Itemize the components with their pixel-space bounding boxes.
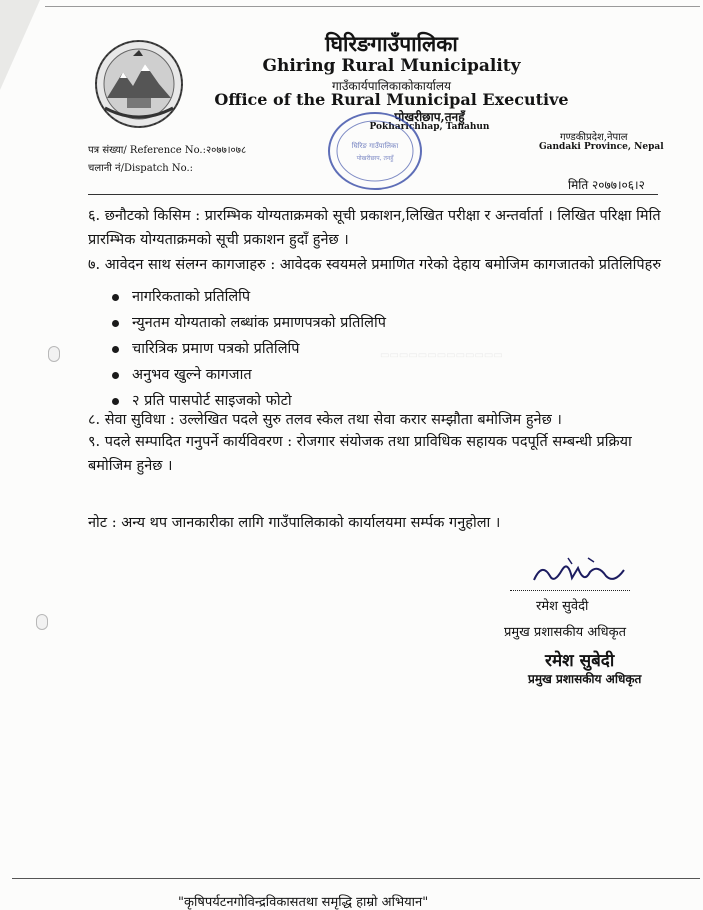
punch-hole — [48, 346, 60, 362]
attachment-item: २ प्रति पासपोर्ट साइजको फोटो — [110, 388, 386, 414]
top-border — [45, 6, 700, 7]
folded-corner — [0, 0, 40, 90]
attachment-item: नागरिकताको प्रतिलिपि — [110, 284, 386, 310]
province-nepali: गण्डकीप्रदेश,नेपाल — [560, 132, 628, 143]
location-english: Pokharichhap, Tanahun — [369, 122, 490, 132]
municipality-name-nepali: घिरिङगाउँपालिका — [325, 31, 458, 56]
attachment-item: चारित्रिक प्रमाण पत्रको प्रतिलिपि — [110, 336, 386, 362]
signature — [528, 554, 628, 594]
footer-slogan: "कृषिपर्यटनगोविन्द्रविकासतथा समृद्धि हाम्रो अभियान" — [178, 895, 429, 910]
attachment-item: न्युनतम योग्यताको लब्धांक प्रमाणपत्रको प्रतिलिपि — [110, 310, 386, 336]
office-name-nepali: गाउँकार्यपालिकाकोकार्यालय — [331, 79, 452, 93]
name-stamp: रमेश सुबेदी — [545, 651, 615, 671]
item-6-selection-type: ६. छनौटको किसिम : प्रारम्भिक योग्यताक्रमको सूची प्रकाशन,लिखित परीक्षा र अन्तर्वार्ता । लिखित परिक्षा मिति प्रारम्भिक योग्यताक्रमको सूची प्रकाशन हुदाँ हुनेछ । — [88, 208, 661, 248]
attachment-item: अनुभव खुल्ने कागजात — [110, 362, 386, 388]
signatory-name: रमेश सुवेदी — [536, 599, 589, 614]
province-english: Gandaki Province, Nepal — [539, 142, 664, 152]
location-nepali: पोखरीछाप,तनहुँ — [394, 110, 465, 124]
footer-divider — [12, 878, 700, 879]
note: नोट : अन्य थप जानकारीका लागि गाउँपालिकाको कार्यालयमा सर्म्पक गनुहोला । — [88, 515, 501, 531]
letter-date: मिति २०७७।०६।२ — [568, 178, 645, 192]
office-stamp — [325, 108, 425, 194]
dispatch-number: चलानी नं/Dispatch No.: — [88, 163, 194, 174]
office-name-english: Office of the Rural Municipal Executive — [214, 90, 569, 109]
punch-hole — [36, 614, 48, 630]
header-divider — [88, 194, 658, 195]
item-9-job-description: ९. पदले सम्पादित गनुपर्ने कार्यविवरण : रोजगार संयोजक तथा प्राविधिक सहायक पदपूर्ति सम्बन्धी प्रक्रिया बमोजिम हुनेछ । — [88, 434, 632, 474]
signatory-title: प्रमुख प्रशासकीय अधिकृत — [504, 625, 627, 640]
bleed-through-text: ▭▭▭▭▭▭▭▭▭▭▭▭▭ — [380, 350, 503, 361]
item-7-required-documents: ७. आवेदन साथ संलग्न कागजाहरु : आवेदक स्वयमले प्रमाणित गरेको देहाय बमोजिम कागजातको प्रतिलिपिहरु — [88, 257, 661, 273]
item-8-service-benefits: ८. सेवा सुविधा : उल्लेखित पदले सुरु तलव स्केल तथा सेवा करार सम्झौता बमोजिम हुनेछ । — [88, 412, 562, 428]
attachments-list — [110, 284, 386, 414]
reference-number: पत्र संख्या/ Reference No.:२०७७।०७८ — [88, 145, 247, 156]
svg-text:घिरिङ गाउँपालिका: घिरिङ गाउँपालिका — [351, 142, 399, 150]
title-stamp: प्रमुख प्रशासकीय अधिकृत — [528, 672, 642, 686]
signature-line — [510, 590, 630, 591]
svg-text:पोखरीछाप, तनहुँ: पोखरीछाप, तनहुँ — [356, 155, 394, 162]
municipality-name-english: Ghiring Rural Municipality — [262, 56, 521, 76]
